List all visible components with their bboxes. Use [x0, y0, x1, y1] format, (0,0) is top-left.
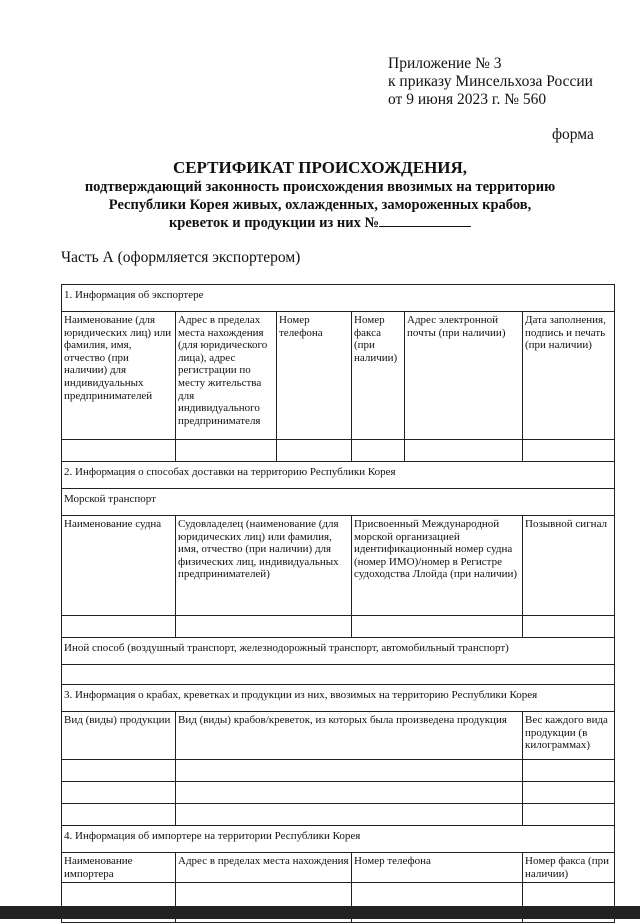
exporter-address-cell[interactable]	[176, 440, 277, 462]
product-type-header: Вид (виды) продукции	[62, 712, 176, 760]
product-type-cell[interactable]	[62, 804, 176, 826]
other-transport-label: Иной способ (воздушный транспорт, железнодорожный транспорт, автомобильный транспорт)	[62, 638, 615, 665]
vessel-name-cell[interactable]	[62, 616, 176, 638]
imo-number-cell[interactable]	[352, 616, 523, 638]
scan-edge	[0, 906, 640, 919]
other-transport-cell[interactable]	[62, 665, 615, 685]
species-cell[interactable]	[176, 804, 523, 826]
call-sign-cell[interactable]	[523, 616, 615, 638]
header-line-2: к приказу Минсельхоза России	[388, 73, 593, 90]
section-2-title: 2. Информация о способах доставки на территорию Республики Корея	[62, 462, 615, 489]
document-title	[40, 158, 600, 232]
form-label: форма	[552, 126, 594, 143]
sea-transport-label: Морской транспорт	[62, 489, 615, 516]
title-line-2: подтверждающий законность происхождения ввозимых на территорию	[84, 179, 556, 195]
header-line-3: от 9 июня 2023 г. № 560	[388, 91, 547, 108]
certificate-table	[61, 284, 615, 923]
section-4-title: 4. Информация об импортере на территории Республики Корея	[62, 826, 615, 853]
call-sign-header: Позывной сигнал	[523, 516, 615, 616]
product-type-cell[interactable]	[62, 782, 176, 804]
exporter-date-cell[interactable]	[523, 440, 615, 462]
imo-number-header: Присвоенный Международной морской организацией идентификационный номер судна (номер ИМО)/номер в Регистре судоходства Ллойда (при наличии)	[352, 516, 523, 616]
exporter-fax-header: Номер факса (при наличии)	[352, 312, 405, 440]
exporter-fax-cell[interactable]	[352, 440, 405, 462]
weight-cell[interactable]	[523, 782, 615, 804]
header-line-1: Приложение № 3	[388, 55, 502, 72]
title-line-4	[40, 214, 600, 232]
species-cell[interactable]	[176, 782, 523, 804]
certificate-number-blank	[379, 214, 471, 227]
species-header: Вид (виды) крабов/креветок, из которых была произведена продукция	[176, 712, 523, 760]
exporter-email-header: Адрес электронной почты (при наличии)	[405, 312, 523, 440]
weight-cell[interactable]	[523, 804, 615, 826]
importer-name-header: Наименование импортера	[62, 853, 176, 883]
species-cell[interactable]	[176, 760, 523, 782]
exporter-phone-header: Номер телефона	[277, 312, 352, 440]
shipowner-header: Судовладелец (наименование (для юридических лиц) или фамилия, имя, отчество (при наличии) для физических лиц, индивидуальных предпринимателей)	[176, 516, 352, 616]
title-line-3: Республики Корея живых, охлажденных, замороженных крабов,	[108, 197, 532, 213]
exporter-name-header: Наименование (для юридических лиц) или фамилия, имя, отчество (при наличии) для индивидуальных предпринимателей	[62, 312, 176, 440]
exporter-name-cell[interactable]	[62, 440, 176, 462]
section-1-title: 1. Информация об экспортере	[62, 285, 615, 312]
vessel-name-header: Наименование судна	[62, 516, 176, 616]
product-type-cell[interactable]	[62, 760, 176, 782]
weight-cell[interactable]	[523, 760, 615, 782]
exporter-date-header: Дата заполнения, подпись и печать (при наличии)	[523, 312, 615, 440]
exporter-email-cell[interactable]	[405, 440, 523, 462]
shipowner-cell[interactable]	[176, 616, 352, 638]
importer-fax-header: Номер факса (при наличии)	[523, 853, 615, 883]
header-block	[388, 55, 593, 109]
weight-header: Вес каждого вида продукции (в килограммах)	[523, 712, 615, 760]
title-line-4-text: креветок и продукции из них №	[168, 215, 380, 231]
exporter-address-header: Адрес в пределах места нахождения (для юридического лица), адрес регистрации по месту жительства для индивидуального предпринимателя	[176, 312, 277, 440]
title-line-1: СЕРТИФИКАТ ПРОИСХОЖДЕНИЯ,	[172, 158, 468, 177]
part-a-heading: Часть А (оформляется экспортером)	[61, 249, 301, 266]
section-3-title: 3. Информация о крабах, креветках и продукции из них, ввозимых на территорию Республики Корея	[62, 685, 615, 712]
importer-address-header: Адрес в пределах места нахождения	[176, 853, 352, 883]
exporter-phone-cell[interactable]	[277, 440, 352, 462]
importer-phone-header: Номер телефона	[352, 853, 523, 883]
